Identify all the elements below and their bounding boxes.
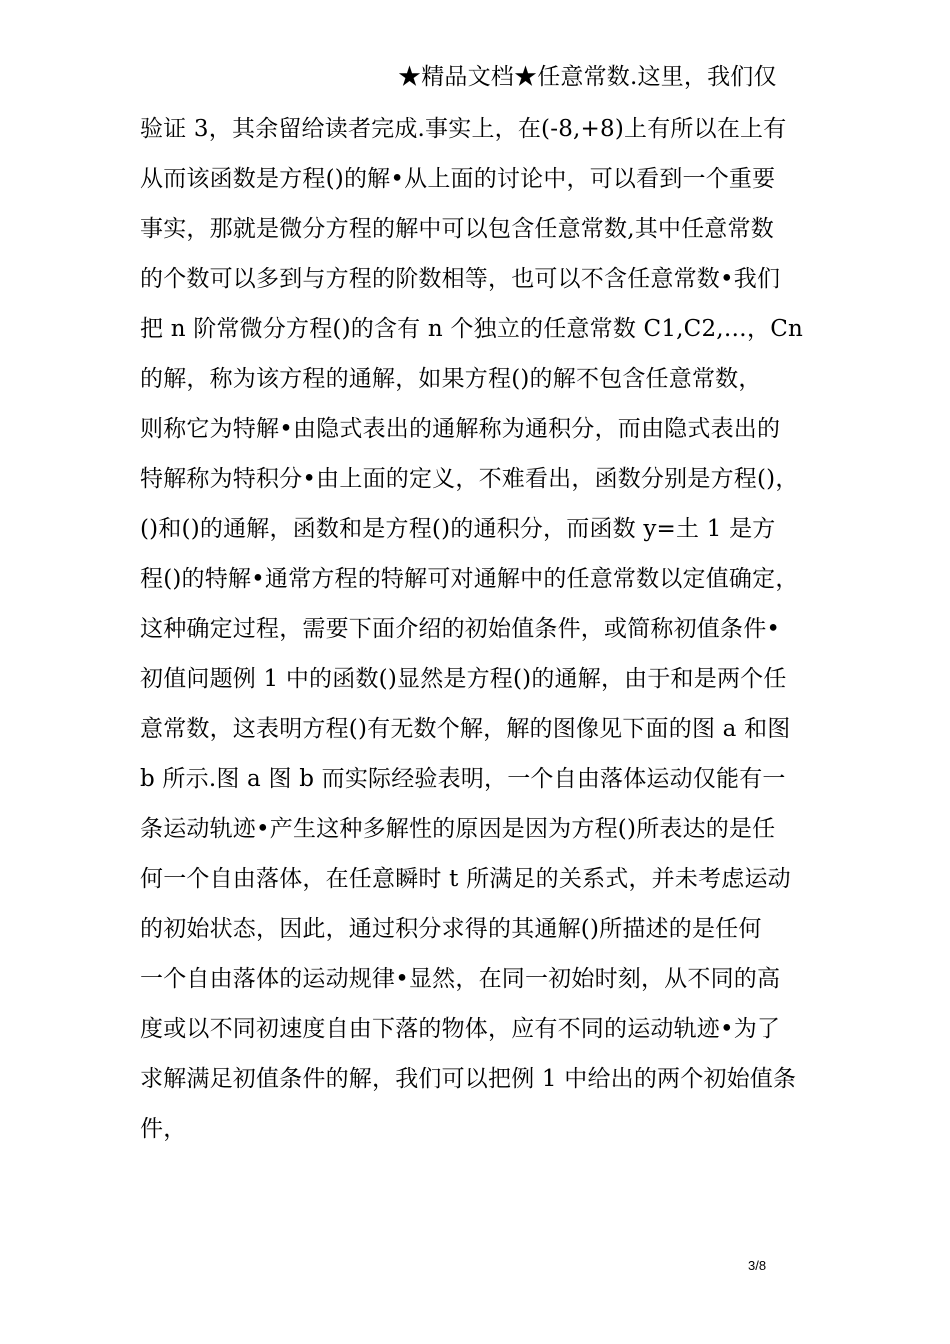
body-text-line: 的初始状态，因此，通过积分求得的其通解()所描述的是任何 bbox=[140, 916, 762, 942]
body-text-line: 这种确定过程，需要下面介绍的初始值条件，或简称初值条件• bbox=[140, 616, 781, 642]
body-text-line: 把 n 阶常微分方程()的含有 n 个独立的任意常数 C1,C2,…，Cn bbox=[140, 316, 804, 342]
header-text-line: ★精品文档★任意常数.这里，我们仅 bbox=[398, 64, 777, 90]
body-text-line: 事实，那就是微分方程的解中可以包含任意常数,其中任意常数 bbox=[140, 216, 774, 242]
body-text-line: b 所示.图 a 图 b 而实际经验表明，一个自由落体运动仅能有一 bbox=[140, 766, 786, 792]
body-text-line: 一个自由落体的运动规律•显然，在同一初始时刻，从不同的高 bbox=[140, 966, 781, 992]
body-text-line: 度或以不同初速度自由下落的物体，应有不同的运动轨迹•为了 bbox=[140, 1016, 781, 1042]
body-text-line: 条运动轨迹•产生这种多解性的原因是因为方程()所表达的是任 bbox=[140, 816, 776, 842]
body-text-line: 验证 3，其余留给读者完成.事实上，在(-8,+8)上有所以在上有 bbox=[140, 116, 787, 142]
body-text-line: 程()的特解•通常方程的特解可对通解中的任意常数以定值确定， bbox=[140, 566, 799, 592]
body-text-line: 的个数可以多到与方程的阶数相等，也可以不含任意常数•我们 bbox=[140, 266, 781, 292]
page-number: 3/8 bbox=[748, 1258, 767, 1273]
body-text-line: ()和()的通解，函数和是方程()的通积分，而函数 y=土 1 是方 bbox=[140, 516, 776, 542]
body-text-line: 件， bbox=[140, 1116, 187, 1142]
body-text-line: 求解满足初值条件的解，我们可以把例 1 中给出的两个初始值条 bbox=[140, 1066, 797, 1092]
body-text-line: 初值问题例 1 中的函数()显然是方程()的通解，由于和是两个任 bbox=[140, 666, 787, 692]
body-text-line: 何一个自由落体，在任意瞬时 t 所满足的关系式，并未考虑运动 bbox=[140, 866, 791, 892]
body-text-line: 的解，称为该方程的通解，如果方程()的解不包含任意常数， bbox=[140, 366, 762, 392]
body-text-line: 特解称为特积分•由上面的定义，不难看出，函数分别是方程()， bbox=[140, 466, 799, 492]
body-text-line: 则称它为特解•由隐式表出的通解称为通积分，而由隐式表出的 bbox=[140, 416, 781, 442]
body-text-line: 从而该函数是方程()的解•从上面的讨论中，可以看到一个重要 bbox=[140, 166, 776, 192]
body-text-line: 意常数，这表明方程()有无数个解，解的图像见下面的图 a 和图 bbox=[140, 716, 791, 742]
